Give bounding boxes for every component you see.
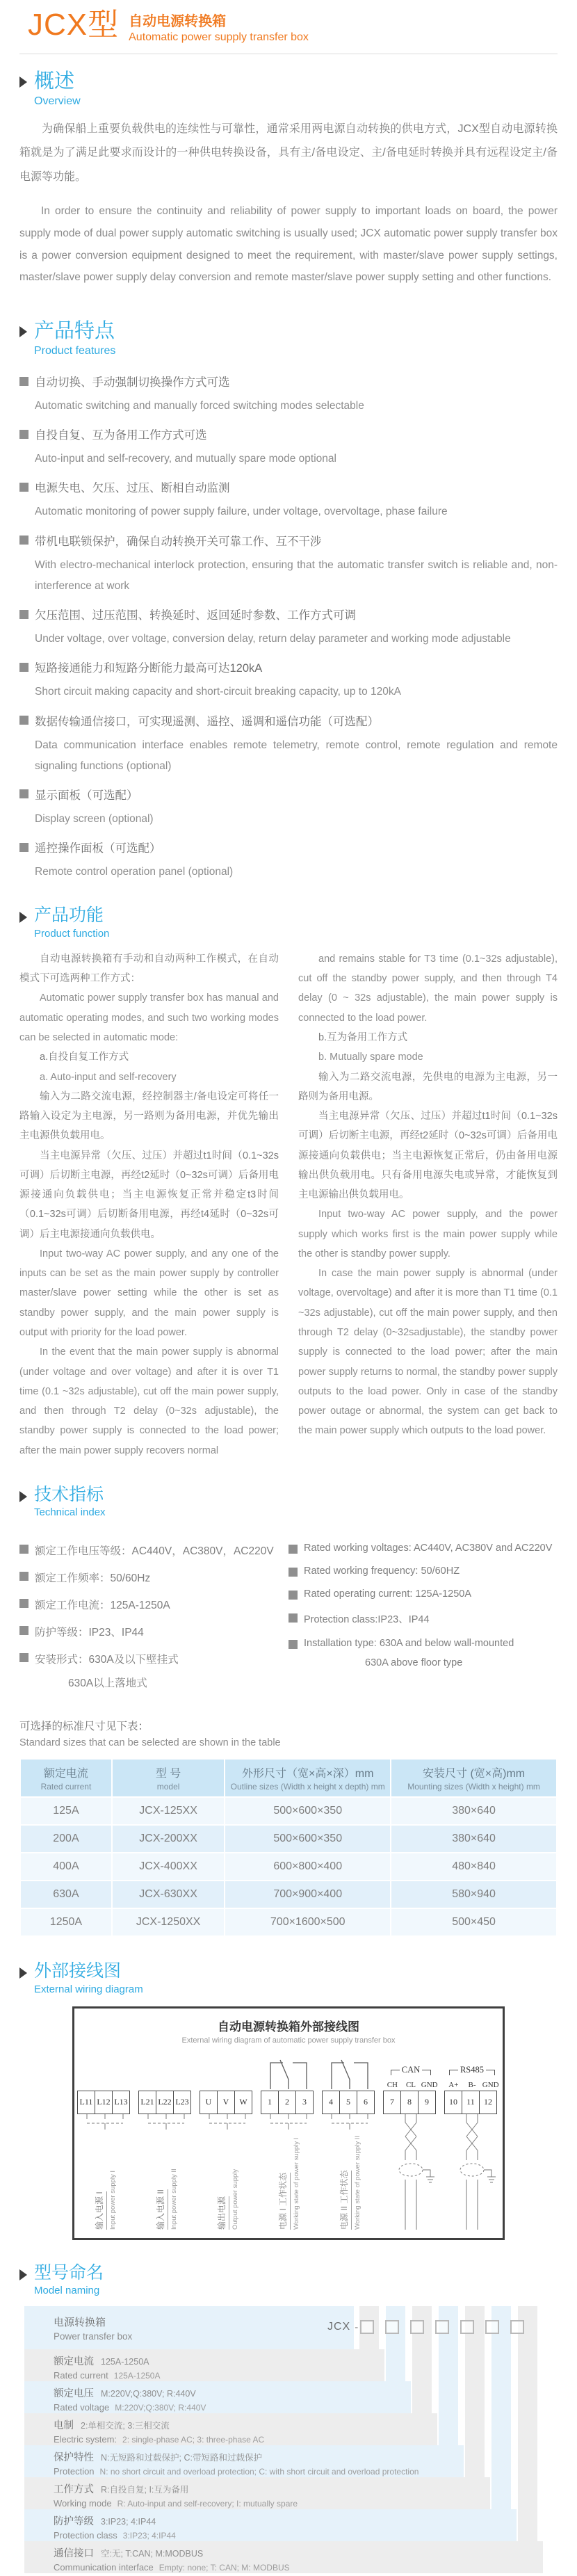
- section-arrow-icon: [19, 1491, 27, 1502]
- sizes-intro: 可选择的标准尺寸见下表： Standard sizes that can be selected are shown in the table: [19, 1721, 281, 1749]
- table-row: 200A JCX-200XX 500×600×350 380×640: [21, 1826, 556, 1852]
- section-arrow-icon: [19, 912, 27, 923]
- function-right-column: and remains stable for T3 time (0.1~32s adjustable), cut off the standby power supply, and then through T4 delay (0 ~ 32s adjustable), the main power supply is connected to the load power. b.互为备用工作方式 b. Mutually spare mode 输入为二路交流电源，先供电的电源为主电源，另一路则为备用电源。 当主电源异常（欠压、过压）并超过t1时间（0.1~32s可调）后切断主电源，再经t2延时（0~32s可调）后备用电源接通向负载供电；当主电源恢复正常后，仍由备用电源输出供负载用电。只有备用电源失电或异常，才能恢复到主电源输出供负载用电。 Input two-way AC power supply, and the power supply which works first is the main power supply while the other is standby power supply. In case the main power supply is abnormal (under voltage, overvoltage) and after it is more than T1 time (0.1 ~32s adjustable), cut off the main power supply, and then through T2 delay (0~32sadjustable), the standby power supply is connected to the load power; after the main power supply returns to normal, the standby power supply outputs to the load power. Only in case of the standby power outage or abnormal, the system can get back to the main power supply which outputs to the load power.: [298, 953, 558, 1437]
- bullet-square-icon: [19, 789, 29, 798]
- model-naming-ladder: [24, 2306, 557, 2576]
- section-naming: [19, 2264, 558, 2576]
- terminal-group: 4 5 6: [322, 2091, 377, 2114]
- bullet-square-icon: [19, 1572, 29, 1581]
- terminal-group: L21 L22 L23: [138, 2091, 194, 2114]
- ladder-stripe: [386, 2306, 405, 2381]
- overview-paragraph-zh: 为确保船上重要负载供电的连续性与可靠性，通常采用两电源自动转换的供电方式，JCX型自动电源转换箱就是为了满足此要求而设计的一种供电转换设备，具有主/备电设定、主/备电延时转换并具有远程设定主/备电源等功能。: [19, 122, 558, 183]
- model-code-box: [435, 2320, 449, 2334]
- section-arrow-icon: [19, 2269, 27, 2280]
- feature-item: 电源失电、欠压、过压、断相自动监测 Automatic monitoring of power supply failure, under voltage, overvoltage, phase failure: [19, 478, 558, 522]
- bullet-square-icon: [288, 1640, 298, 1649]
- feature-item: 显示面板（可选配） Display screen (optional): [19, 786, 558, 830]
- model-code-box: [460, 2320, 474, 2334]
- section-overview: [19, 71, 558, 289]
- feature-item: 欠压范围、过压范围、转换延时、返回延时参数、工作方式可调 Under voltage, over voltage, conversion delay, return delay parameter and working mode adjustable: [19, 606, 558, 650]
- table-row: 630A JCX-630XX 700×900×400 580×940: [21, 1881, 556, 1908]
- table-row: 125A JCX-125XX 500×600×350 380×640: [21, 1798, 556, 1824]
- terminal-group: 10 11 12: [444, 2091, 500, 2114]
- rs485-bus-labels: RS485 A+ B- GND: [448, 2064, 499, 2089]
- can-bus-labels: CAN CH CL GND: [387, 2064, 438, 2089]
- terminal-group: U V W: [200, 2091, 255, 2114]
- bullet-square-icon: [19, 716, 29, 725]
- technical-zh-column: 额定工作电压等级：AC440V，AC380V，AC220V 额定工作频率：50/60Hz 额定工作电流：125A-1250A 防护等级：IP23、IP44 安装形式：630A及以下壁挂式 630A以上落地式: [19, 1531, 288, 1690]
- bullet-square-icon: [19, 1545, 29, 1554]
- bullet-square-icon: [288, 1568, 298, 1577]
- feature-item: 自动切换、手动强制切换操作方式可选 Automatic switching and manually forced switching modes selectable: [19, 373, 558, 417]
- bullet-square-icon: [19, 843, 29, 852]
- wiring-diagram: [72, 2006, 505, 2240]
- section-technical: [19, 1486, 558, 1691]
- wiring-diagram-title-en: External wiring diagram of automatic power supply transfer box: [181, 2036, 396, 2045]
- bracket-icon: [422, 2070, 431, 2075]
- section-title-en: Technical index: [34, 1506, 106, 1519]
- wiring-diagram-title-zh: 自动电源转换箱外部接线图: [218, 2020, 359, 2034]
- bullet-square-icon: [19, 1599, 29, 1608]
- sizes-table-header: 额定电流 Rated current 型 号 model 外形尺寸（宽×高×深）mm Outline sizes (Width x height x depth) mm 安装尺寸 (宽×高)mm Mounting sizes (Width x height) mm: [21, 1760, 556, 1796]
- feature-item: 带机电联锁保护，确保自动转换开关可靠工作、互不干涉 With electro-mechanical interlock protection, ensuring that the automatic transfer switch is reliable and, non-interference at work: [19, 532, 558, 597]
- section-title-zh: 产品功能: [34, 905, 104, 926]
- naming-row: 防护等级 3:IP23; 4:IP44 Protection class 3:IP23; 4:IP44: [24, 2509, 517, 2541]
- section-title-en: Product features: [34, 345, 116, 357]
- ladder-stripe: [491, 2306, 511, 2509]
- feature-item: 短路接通能力和短路分断能力最高可达120kA Short circuit making capacity and short-circuit breaking capacity, up to 120kA: [19, 659, 558, 702]
- terminal-group: L11 L12 L13: [77, 2091, 133, 2114]
- product-model: JCX型: [28, 8, 120, 42]
- bullet-square-icon: [19, 377, 29, 386]
- overview-paragraph-en: In order to ensure the continuity and reliability of power supply to important loads on board, the power supply mode of dual power supply automatic switching is usually used; JCX automatic power supply transfer box is a power conversion equipment designed to meet the requirement, with master/slave power supply settings, master/slave power supply delay conversion and remote master/slave power supply setting and other functions.: [19, 205, 558, 284]
- page-header: [28, 0, 558, 44]
- bullet-square-icon: [19, 430, 29, 439]
- bullet-square-icon: [19, 483, 29, 492]
- wiring-bottom-label: 电源 I 工作状态 Working state of power supply I: [261, 2114, 316, 2234]
- section-arrow-icon: [19, 77, 27, 88]
- terminal-group: 7 8 9: [383, 2091, 439, 2114]
- product-title-en: Automatic power supply transfer box: [129, 31, 309, 43]
- table-row: 400A JCX-400XX 600×800×400 480×840: [21, 1853, 556, 1880]
- bullet-square-icon: [19, 536, 29, 545]
- twisted-pair-cable-icon: [444, 2114, 500, 2234]
- feature-item: 数据传输通信接口，可实现遥测、遥控、遥调和遥信功能（可选配） Data communication interface enables remote telemetry, remote control, remote regulation and remote signaling functions (optional): [19, 712, 558, 777]
- section-title-zh: 外部接线图: [34, 1961, 122, 1981]
- naming-row: 电制 2:单相交流; 3:三相交流 Electric system: 2: single-phase AC; 3: three-phase AC: [24, 2413, 437, 2445]
- model-code-box: [410, 2320, 424, 2334]
- feature-item: 自投自复、互为备用工作方式可选 Auto-input and self-recovery, and mutually spare mode optional: [19, 426, 558, 469]
- model-code-box: [510, 2320, 524, 2334]
- naming-row: 通信接口 空:无; T:CAN; M:MODBUS Communication interface Empty: none; T: CAN; M: MODBUS: [24, 2541, 543, 2573]
- section-function: [19, 906, 558, 1460]
- twisted-pair-cable-icon: [383, 2114, 439, 2234]
- bracket-icon: [449, 2070, 458, 2075]
- technical-en-column: Rated working voltages: AC440V, AC380V and AC220V Rated working frequency: 50/60HZ Rated operating current: 125A-1250A Protection class:IP23、IP44 Installation type: 630A and below wall-mounted 630A above floor type: [288, 1531, 558, 1690]
- section-title-en: Model naming: [34, 2285, 100, 2297]
- product-title-zh: 自动电源转换箱: [129, 14, 227, 29]
- feature-item: 遥控操作面板（可选配） Remote control operation panel (optional): [19, 839, 558, 883]
- naming-row: 电源转换箱 Power transfer box: [24, 2306, 354, 2349]
- naming-row: 工作方式 R:自投自复; I:互为备用 Working mode R: Auto-input and self-recovery; I: mutually spare: [24, 2477, 490, 2509]
- bullet-square-icon: [19, 1653, 29, 1662]
- section-title-en: External wiring diagram: [34, 1983, 143, 1995]
- bracket-icon: [391, 2070, 400, 2075]
- section-features: [19, 321, 558, 883]
- section-arrow-icon: [19, 1967, 27, 1979]
- section-title-en: Product function: [34, 927, 110, 940]
- wiring-bottom-label: 输出电源 Output power supply: [200, 2114, 255, 2234]
- function-left-column: 自动电源转换箱有手动和自动两种工作模式，在自动模式下可选两种工作方式： Automatic power supply transfer box has manual and automatic operating modes, and such two working modes can be selected in automatic mode: a.自投自复工作方式 a. Auto-input and self-recovery 输入为二路交流电源，经控制器主/备电设定可将任一路输入设定为主电源，另一路则为备用电源，并优先输出主电源供负载用电。 当主电源异常（欠压、过压）并超过t1时间（0.1~32s可调）后切断主电源，再经t2延时（0~32s可调）后备用电源接通向负载供电；当主电源恢复正常并稳定t3时间（0.1~32s可调）后切断备用电源，再经t4延时（0~32s可调）后主电源接通向负载供电。 Input two-way AC power supply, and any one of the inputs can be set as the main power supply by controller master/slave power setting while the other is set as standby power supply, and the main power supply is output with priority for the load power. In the event that the main power supply is abnormal (under voltage and over voltage) and after it is over T1 time (0.1 ~32s adjustable), cut off the main power supply, and then through T2 delay (0~32s adjustable), the standby power supply is connected to the load power; after the main power supply recovers normal: [19, 953, 279, 1456]
- bullet-square-icon: [288, 1613, 298, 1623]
- naming-row: 额定电压 M:220V;Q:380V; R:440V Rated voltage M:220V;Q:380V; R:440V: [24, 2381, 411, 2413]
- section-title-zh: 概述: [34, 70, 75, 92]
- sizes-table: [19, 1758, 558, 1937]
- model-code: JCX -: [327, 2320, 524, 2334]
- changeover-contact-icon: [322, 2053, 377, 2089]
- section-wiring: [19, 1962, 558, 2240]
- section-title-zh: 型号命名: [34, 2262, 104, 2283]
- wiring-bottom-label: 输入电源 I Input power supply I: [77, 2114, 133, 2234]
- section-title-zh: 产品特点: [34, 320, 115, 343]
- bullet-square-icon: [288, 1591, 298, 1600]
- section-title-zh: 技术指标: [34, 1484, 104, 1504]
- bracket-icon: [486, 2070, 495, 2075]
- ladder-stripe: [518, 2306, 537, 2541]
- changeover-contact-icon: [261, 2053, 316, 2089]
- wiring-bottom-label: 电源 II 工作状态 Working state of power supply II: [322, 2114, 377, 2234]
- naming-row: 保护特性 N:无短路和过载保护; C:带短路和过载保护 Protection N: no short circuit and overload protection; C: with short circuit and overload protection: [24, 2445, 464, 2477]
- model-code-box: [385, 2320, 399, 2334]
- section-title-en: Overview: [34, 95, 81, 107]
- bullet-square-icon: [19, 610, 29, 619]
- terminal-strip: [74, 2091, 503, 2114]
- table-row: 1250A JCX-1250XX 700×1600×500 500×450: [21, 1909, 556, 1935]
- bullet-square-icon: [19, 1626, 29, 1635]
- feature-list: [19, 373, 558, 883]
- bullet-square-icon: [288, 1545, 298, 1554]
- model-code-box: [485, 2320, 499, 2334]
- naming-row: 额定电流 125A-1250A Rated current 125A-1250A: [24, 2349, 384, 2381]
- section-arrow-icon: [19, 326, 27, 337]
- wiring-bottom-label: 输入电源 II Input power supply II: [138, 2114, 194, 2234]
- bullet-square-icon: [19, 663, 29, 672]
- model-code-box: [360, 2320, 374, 2334]
- terminal-group: 1 2 3: [261, 2091, 316, 2114]
